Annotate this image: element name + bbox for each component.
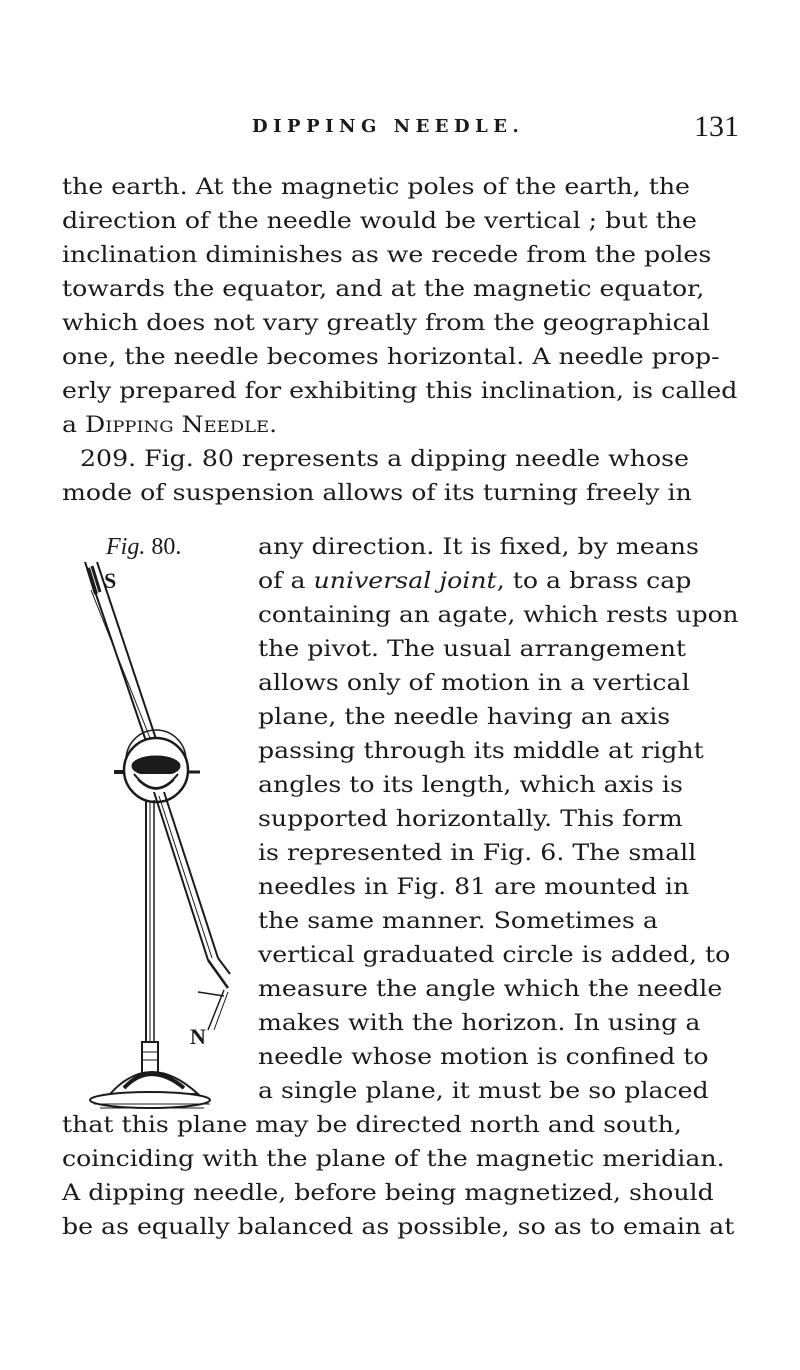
page-number: 131 [694,110,739,143]
text-run: a [62,412,86,438]
text-line: one, the needle becomes horizontal. A needle prop- [62,344,720,370]
dipping-needle-figure [80,560,250,1120]
text-line: mode of suspension allows of its turning freely in [62,480,692,506]
text-run: of a [258,568,314,594]
text-line: that this plane may be directed north and south, [62,1112,682,1138]
page-header [0,112,800,152]
text-line: the same manner. Sometimes a [258,908,658,934]
text-line: coinciding with the plane of the magnetic meridian. [62,1146,725,1172]
needle-lower-half [154,792,230,1030]
text-line: the pivot. The usual arrangement [258,636,687,662]
text-run: , to a brass cap [496,568,692,594]
text-line [62,410,277,440]
text-line: erly prepared for exhibiting this inclination, is called [62,378,738,404]
text-line: A dipping needle, before being magnetized, should [62,1180,714,1206]
text-line: measure the angle which the needle [258,976,723,1002]
paragraph-209-start: 209. Fig. 80 represents a dipping needle whose [80,446,689,472]
text-line: direction of the needle would be vertical ; but the [62,208,697,234]
text-line: supported horizontally. This form [258,806,683,832]
text-line: is represented in Fig. 6. The small [258,840,697,866]
text-line: inclination diminishes as we recede from the poles [62,242,712,268]
term-universal-joint: universal joint [313,568,497,594]
text-line: towards the equator, and at the magnetic equator, [62,276,705,302]
text-line: containing an agate, which rests upon [258,602,739,628]
stand-base [90,1042,210,1108]
text-line: makes with the horizon. In using a [258,1010,701,1036]
figure-caption [106,534,181,561]
term-dipping-needle: Dipping Needle. [85,412,278,438]
text-line: be as equally balanced as possible, so as to emain at [62,1214,735,1240]
text-line: passing through its middle at right [258,738,704,764]
text-line: needle whose motion is confined to [258,1044,709,1070]
figure-caption-number: 80. [151,534,182,560]
text-line: which does not vary greatly from the geographical [62,310,710,336]
dipping-needle-illustration [80,560,250,1120]
needle-upper-half [85,562,159,750]
figure-caption-prefix: Fig. [106,534,146,560]
figure-label-s: S [104,568,117,593]
text-line [258,566,691,596]
pivot-cap [114,730,200,802]
support-pillar [146,800,154,1070]
text-line: needles in Fig. 81 are mounted in [258,874,690,900]
figure-label-n: N [190,1024,206,1049]
text-line: allows only of motion in a vertical [258,670,690,696]
running-title: DIPPING NEEDLE. [252,116,525,137]
text-line: the earth. At the magnetic poles of the earth, the [62,174,690,200]
text-line: angles to its length, which axis is [258,772,683,798]
text-line: a single plane, it must be so placed [258,1078,709,1104]
text-line: any direction. It is fixed, by means [258,534,699,560]
text-line: vertical graduated circle is added, to [258,942,731,968]
text-line: plane, the needle having an axis [258,704,671,730]
